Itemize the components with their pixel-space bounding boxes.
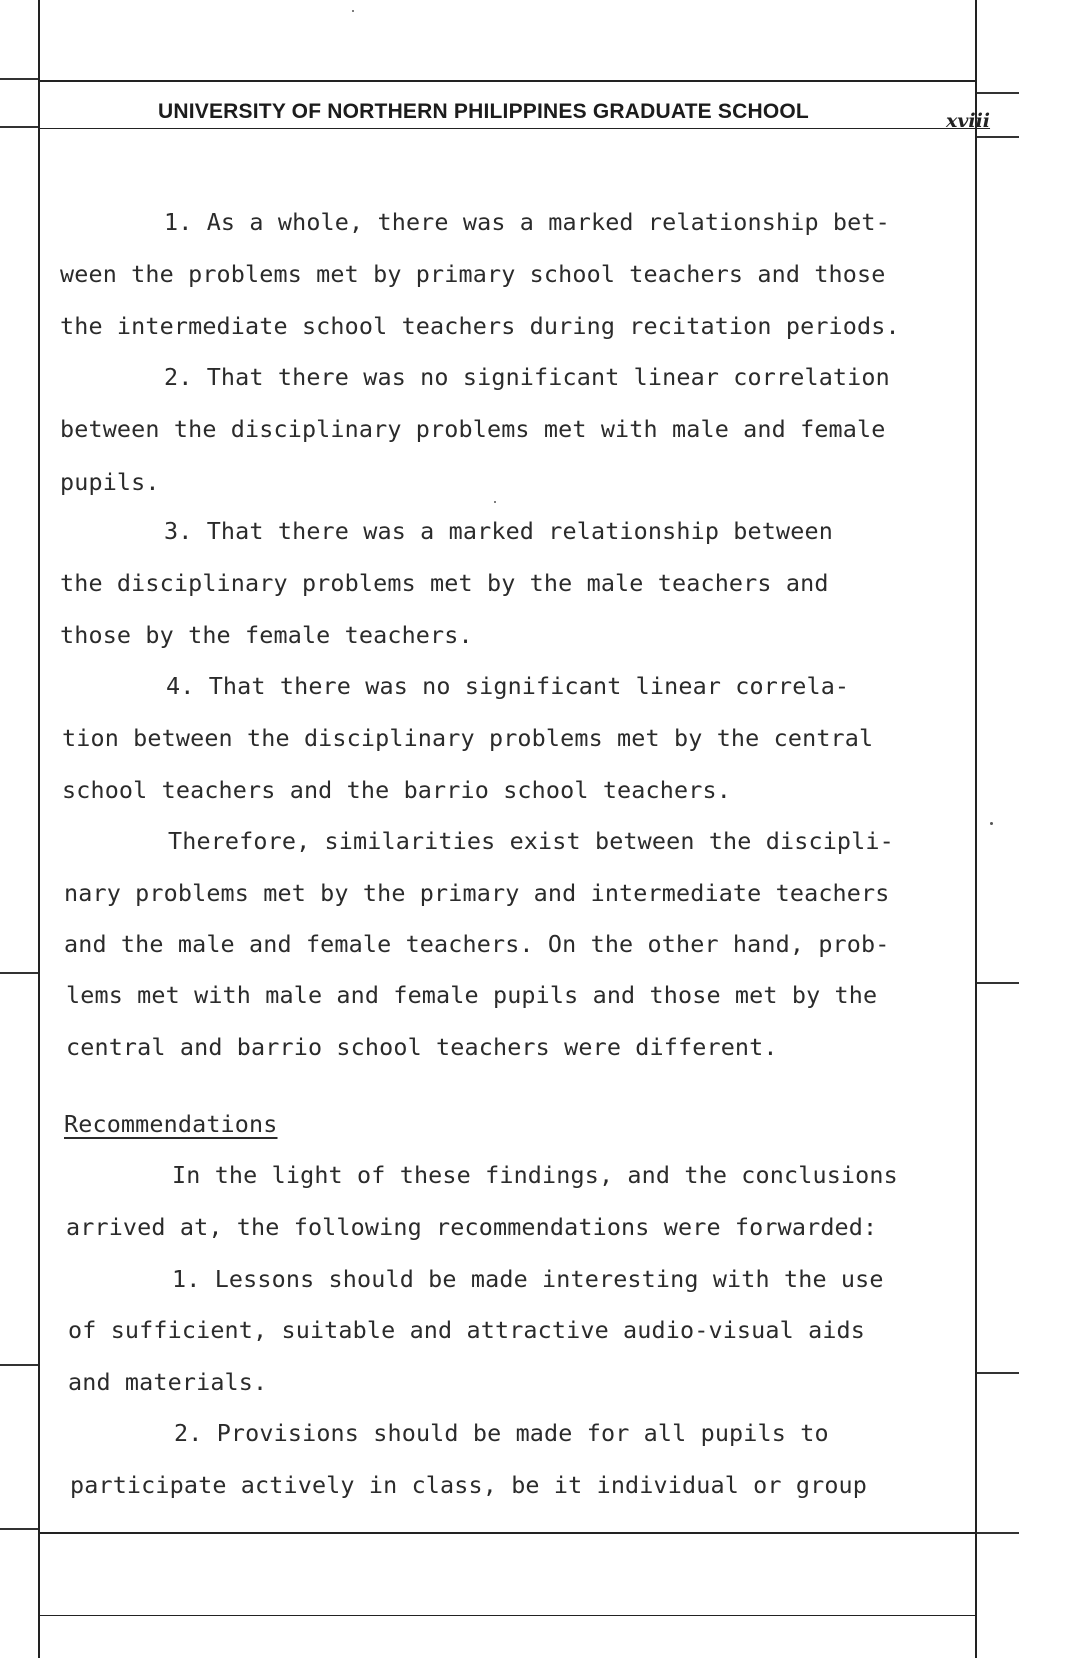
text-line: the intermediate school teachers during recitation periods. [60, 312, 900, 340]
text-line: 1. Lessons should be made interesting with the use [172, 1265, 884, 1293]
text-line: tion between the disciplinary problems met by the central [62, 724, 874, 752]
text-line: nary problems met by the primary and intermediate teachers [64, 879, 890, 907]
text-line: In the light of these findings, and the conclusions [172, 1161, 898, 1189]
text-line: and materials. [68, 1368, 268, 1396]
text-line: 2. That there was no significant linear correlation [164, 363, 890, 391]
margin-tick [0, 78, 38, 80]
margin-tick [0, 1364, 38, 1366]
margin-tick [0, 972, 38, 974]
text-line: ween the problems met by primary school teachers and those [60, 260, 886, 288]
margin-tick [977, 1532, 1019, 1534]
footer-rule [38, 1532, 977, 1534]
page-header-title: UNIVERSITY OF NORTHERN PHILIPPINES GRADUATE SCHOOL [158, 100, 809, 123]
margin-tick [977, 982, 1019, 984]
text-line: 2. Provisions should be made for all pupils to [174, 1419, 829, 1447]
left-border-line [38, 0, 40, 1658]
header-top-rule [38, 80, 977, 82]
text-line: and the male and female teachers. On the other hand, prob- [64, 930, 890, 958]
text-line: between the disciplinary problems met with male and female [60, 415, 886, 443]
text-line: the disciplinary problems met by the male teachers and [60, 569, 829, 597]
text-line: pupils. [60, 468, 160, 496]
margin-tick [977, 136, 1019, 138]
section-heading-recommendations: Recommendations [64, 1110, 278, 1138]
text-line: of sufficient, suitable and attractive audio-visual aids [68, 1316, 866, 1344]
text-line: 1. As a whole, there was a marked relationship bet- [164, 208, 890, 236]
text-line: participate actively in class, be it individual or group [70, 1471, 868, 1499]
scan-speck [990, 822, 993, 825]
bottom-rule [38, 1615, 977, 1616]
right-border-line [975, 0, 977, 1658]
margin-tick [0, 126, 38, 128]
text-line: lems met with male and female pupils and those met by the [66, 981, 878, 1009]
text-line: arrived at, the following recommendations were forwarded: [66, 1213, 878, 1241]
margin-tick [977, 92, 1019, 94]
page-number: xviii [946, 110, 991, 132]
text-line: those by the female teachers. [60, 621, 473, 649]
text-line: 3. That there was a marked relationship between [164, 517, 833, 545]
text-line: Therefore, similarities exist between the discipli- [168, 827, 894, 855]
header-bottom-rule [38, 128, 977, 129]
text-line: central and barrio school teachers were different. [66, 1033, 778, 1061]
text-line: school teachers and the barrio school teachers. [62, 776, 731, 804]
margin-tick [0, 1528, 38, 1530]
scan-speck [494, 501, 496, 503]
text-line: 4. That there was no significant linear correla- [166, 672, 850, 700]
scan-speck [352, 10, 354, 12]
margin-tick [977, 1372, 1019, 1374]
